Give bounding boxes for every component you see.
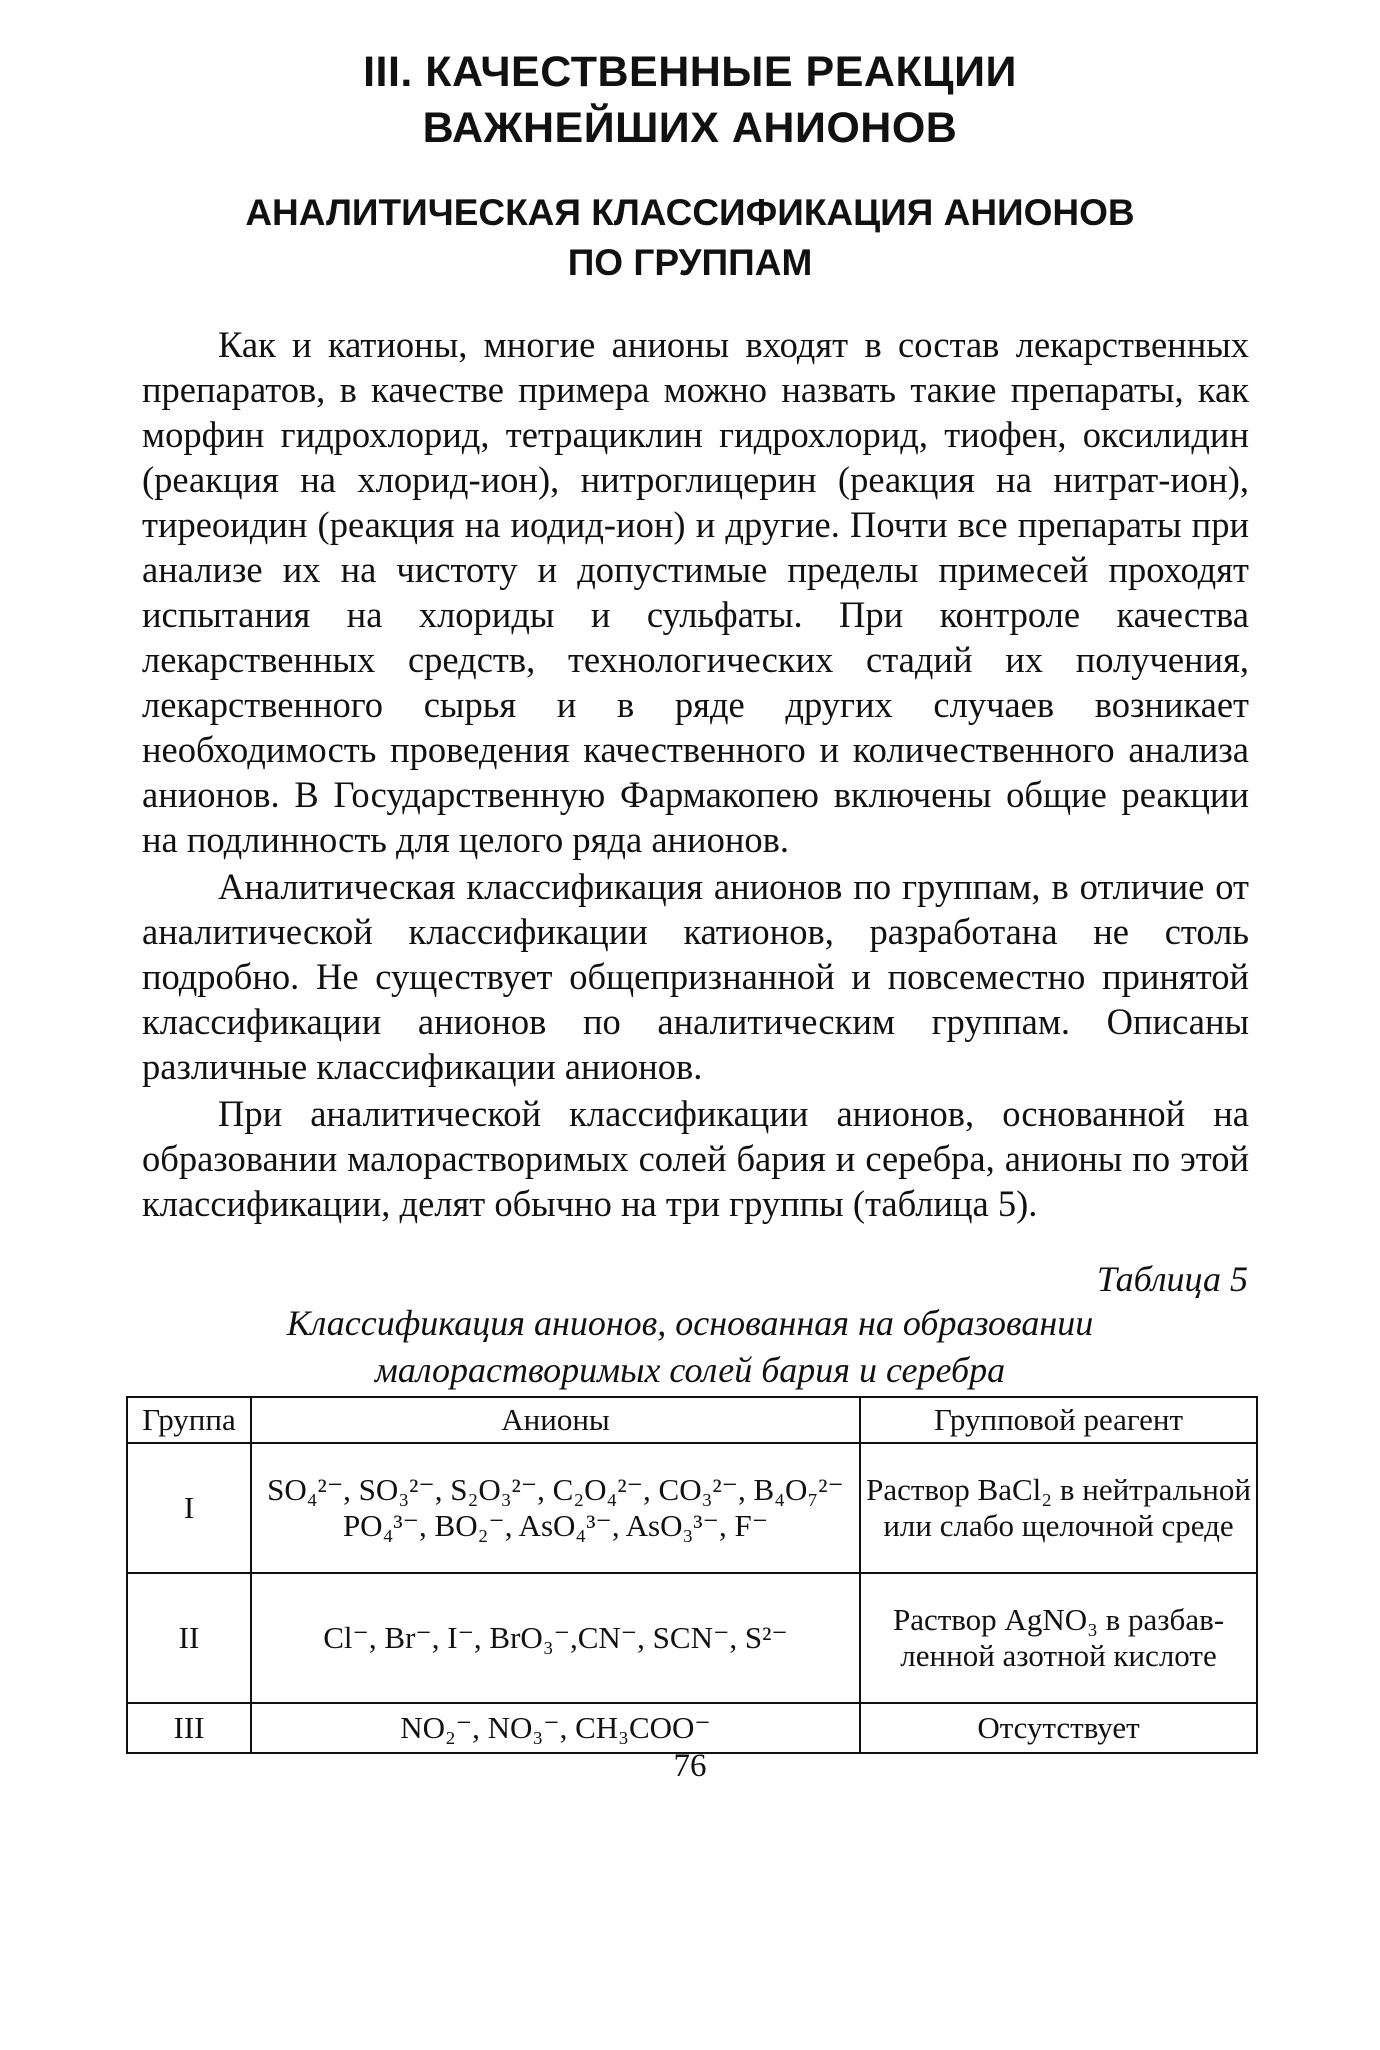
paragraph-3: При аналитической классификации анионов, основанной на образовании малорастворимых солей бария и серебра, анионы по этой классификации, делят обычно на три группы (таблица 5).	[142, 1093, 1249, 1224]
anions-cell	[251, 1573, 860, 1703]
table-number-label: Таблица 5	[1096, 1259, 1248, 1299]
reagent-cell: Раствор BaCl₂ в нейтральной или слабо щелочной среде	[860, 1443, 1257, 1573]
header-reagent: Групповой реагент	[860, 1397, 1257, 1443]
anions-line-1: Cl⁻, Br⁻, I⁻, BrO₃⁻,CN⁻, SCN⁻, S²⁻	[323, 1620, 788, 1655]
chapter-title-line-2: ВАЖНЕЙШИХ АНИОНОВ	[422, 104, 958, 152]
table-caption-line-1: Классификация анионов, основанная на образовании	[286, 1303, 1094, 1343]
body-text	[142, 322, 1249, 1226]
anion-classification-table	[126, 1396, 1258, 1754]
chapter-title	[0, 44, 1380, 156]
anions-line-1: NO₂⁻, NO₃⁻, CH₃COO⁻	[400, 1710, 711, 1745]
anions-line-2: PO₄³⁻, BO₂⁻, AsO₄³⁻, AsO₃³⁻, F⁻	[342, 1508, 769, 1543]
paragraph-1: Как и катионы, многие анионы входят в состав лекарственных препаратов, в качестве примера можно назвать такие препараты, как морфин гидрохлорид, тетрациклин гидрохлорид, тиофен, оксилидин (реакция на хлорид-ион), нитроглицерин (реакция на нитрат-ион), тиреоидин (реакция на иодид-ион) и другие. Почти все препараты при анализе их на чистоту и допустимые пределы примесей проходят испытания на хлориды и сульфаты. При контроле качества лекарственных средств, технологических стадий их получения, лекарственного сырья и в ряде других случаев возникает необходимость проведения качественного и количественного анализа анионов. В Государственную Фармакопею включены общие реакции на подлинность для целого ряда анионов.	[142, 324, 1249, 860]
section-title-line-1: АНАЛИТИЧЕСКАЯ КЛАССИФИКАЦИЯ АНИОНОВ	[245, 192, 1135, 233]
page-number: 76	[673, 1748, 707, 1784]
section-title-line-2: ПО ГРУППАМ	[567, 242, 813, 283]
table-row	[127, 1443, 1257, 1573]
paragraph-2: Аналитическая классификация анионов по группам, в отличие от аналитической классификации катионов, разработана не столь подробно. Не существует общепризнанной и повсеместно принятой классификации анионов по аналитическим группам. Описаны различные классификации анионов.	[142, 866, 1249, 1087]
section-title	[0, 188, 1380, 288]
table-header-row	[127, 1397, 1257, 1443]
group-cell: II	[127, 1573, 251, 1703]
group-cell: I	[127, 1443, 251, 1573]
group-cell: III	[127, 1703, 251, 1753]
anions-line-1: SO₄²⁻, SO₃²⁻, S₂O₃²⁻, C₂O₄²⁻, CO₃²⁻, B₄O₇²⁻	[267, 1472, 844, 1507]
table-caption-line-2: малорастворимых солей бария и серебра	[374, 1350, 1006, 1390]
reagent-cell: Отсутствует	[860, 1703, 1257, 1753]
header-group: Группа	[127, 1397, 251, 1443]
header-anions: Анионы	[251, 1397, 860, 1443]
table-caption	[0, 1300, 1380, 1394]
chapter-title-line-1: III. КАЧЕСТВЕННЫЕ РЕАКЦИИ	[363, 48, 1017, 96]
reagent-cell: Раствор AgNO₃ в разбавленной азотной кислоте	[860, 1573, 1257, 1703]
table-row	[127, 1573, 1257, 1703]
anions-cell	[251, 1443, 860, 1573]
